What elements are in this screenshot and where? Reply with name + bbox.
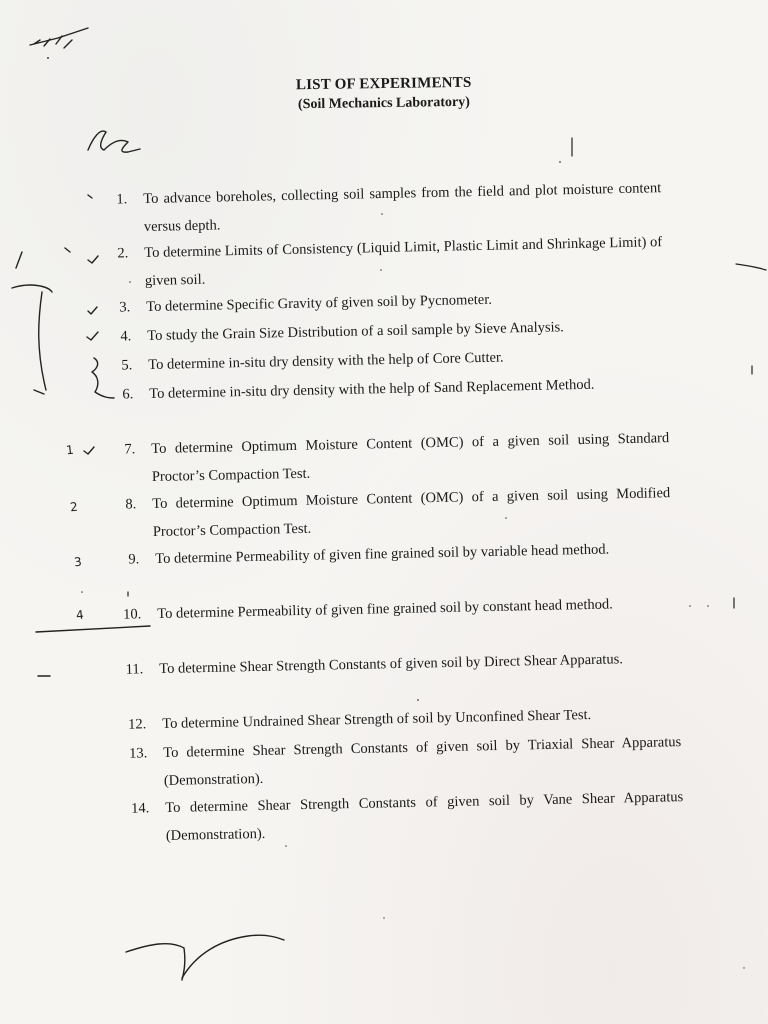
experiment-number: 11.: [125, 661, 144, 678]
experiment-number: 3.: [119, 299, 131, 316]
experiment-number: 5.: [121, 357, 133, 374]
page-subtitle: (Soil Mechanics Laboratory): [297, 94, 471, 113]
experiment-text: To determine Permeability of given fine grained soil by constant head method.: [157, 596, 613, 622]
experiment-text: To determine Specific Gravity of given soil by Pycnometer.: [146, 291, 493, 315]
experiment-number: 13.: [129, 745, 148, 762]
experiment-text: To determine Undrained Shear Strength of soil by Unconfined Shear Test.: [162, 707, 592, 732]
experiment-item: [131, 783, 684, 850]
experiment-number: 7.: [124, 441, 136, 458]
experiment-number: 6.: [122, 386, 134, 403]
experiment-text: To determine Shear Strength Constants of given soil by Vane Shear Apparatus (Demonstration).: [165, 789, 684, 844]
experiment-number: 2.: [117, 245, 129, 262]
experiment-text: To determine in-situ dry density with the help of Sand Replacement Method.: [149, 376, 595, 402]
experiment-text: To determine Optimum Moisture Content (OMC) of a given soil using Standard Proctor’s Compaction Test.: [151, 430, 670, 485]
experiment-item: [125, 644, 677, 683]
experiment-text: To determine Optimum Moisture Content (OMC) of a given soil using Modified Proctor’s Compaction Test.: [152, 485, 671, 540]
experiment-text: To determine Shear Strength Constants of given soil by Triaxial Shear Apparatus (Demonstration).: [163, 734, 682, 789]
experiment-text: To advance boreholes, collecting soil samples from the field and plot moisture content versus depth.: [143, 180, 662, 235]
experiment-text: To study the Grain Size Distribution of a soil sample by Sieve Analysis.: [147, 319, 564, 344]
experiment-text: To determine Shear Strength Constants of given soil by Direct Shear Apparatus.: [159, 651, 624, 677]
handwritten-mark-9: 3: [73, 554, 83, 570]
page-title: LIST OF EXPERIMENTS: [296, 74, 472, 94]
experiment-number: 14.: [131, 800, 150, 817]
experiment-text: To determine Permeability of given fine grained soil by variable head method.: [155, 541, 610, 567]
experiment-number: 9.: [128, 551, 140, 568]
handwritten-mark-7: 1: [65, 442, 75, 458]
handwritten-mark-8: 2: [69, 499, 79, 515]
experiment-number: 1.: [116, 191, 128, 208]
experiment-text: To determine Limits of Consistency (Liquid Limit, Plastic Limit and Shrinkage Limit) of given soil.: [144, 234, 663, 289]
handwritten-mark-10: 4: [75, 607, 85, 623]
experiment-number: 10.: [123, 606, 142, 623]
experiment-number: 8.: [125, 496, 137, 513]
experiment-text: To determine in-situ dry density with the help of Core Cutter.: [148, 349, 504, 373]
experiment-item: [123, 589, 675, 628]
experiment-number: 4.: [120, 328, 132, 345]
experiment-number: 12.: [128, 716, 147, 733]
